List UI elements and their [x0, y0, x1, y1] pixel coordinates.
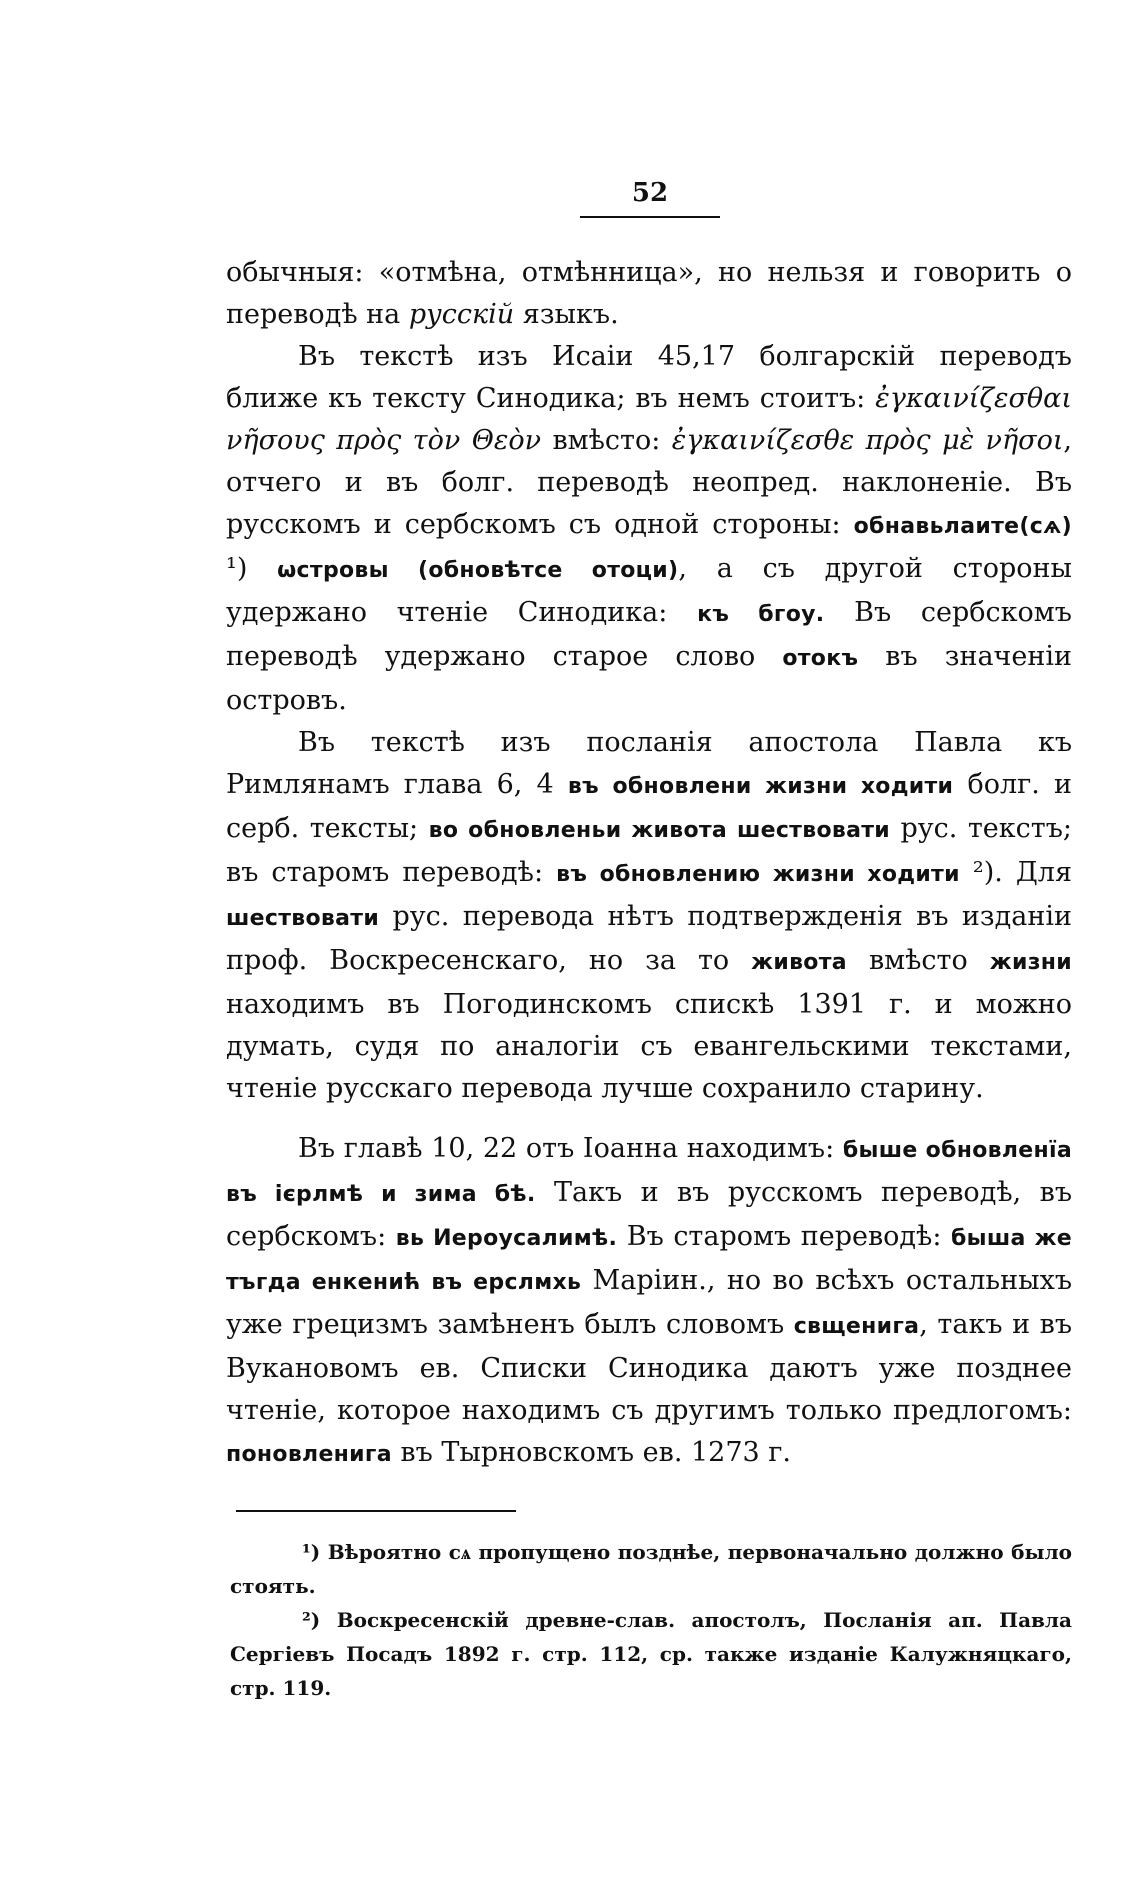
- paragraph-3-segment: , такъ и въ Вукановомъ ев. Списки Синодика даютъ уже позднее чтеніе, которое находимъ съ другимъ только предлогомъ:: [226, 1309, 1073, 1426]
- footnote-2-text: Воскресенскій древне-слав. апостолъ, Посланія ап. Павла Сергіевъ Посадъ 1892 г. стр. 112, ср. также изданіе Калужняцкаго, стр. 119.: [230, 1608, 1072, 1700]
- paragraph-2-segment: рус. перевода нѣтъ подтвержденія въ изданіи проф. Воскресенскаго, но за то: [226, 901, 1072, 976]
- paragraph-2-segment: въ обновлени жизни ходити: [567, 774, 954, 799]
- paragraph-1-segment: въ значеніи островъ.: [226, 641, 1072, 716]
- paragraph-3-segment: свщенига: [793, 1314, 920, 1339]
- paragraph-1-segment: обнавьлаите(сѧ): [853, 514, 1072, 539]
- footnote-1-mark: ¹): [302, 1540, 321, 1564]
- paragraph-3: [226, 1128, 1072, 1476]
- paragraph-3-segment: въ Тырновскомъ ев. 1273 г.: [391, 1437, 792, 1468]
- footnote-2: [230, 1603, 1072, 1705]
- body-text: [226, 252, 1072, 1476]
- paragraph-2-segment: Въ текстѣ изъ посланія апостола Павла къ Римлянамъ глава 6, 4: [226, 727, 1072, 800]
- paragraph-1-segment: , а съ другой стороны удержано чтеніе Синодика:: [226, 553, 1072, 628]
- paragraph-3-segment: Маріин., но во всѣхъ остальныхъ уже грецизмъ замѣненъ былъ словомъ: [226, 1265, 1072, 1340]
- paragraph-0: [226, 252, 1072, 336]
- paragraph-2: [226, 722, 1072, 1110]
- paragraph-0-segment: обычныя: «отмѣна, отмѣнница», но нельзя и говорить о переводѣ на: [226, 257, 1072, 330]
- footnote-1-text: Вѣроятно сѧ пропущено позднѣе, первоначально должно было стоять.: [230, 1540, 1073, 1598]
- paragraph-2-segment: живота: [751, 950, 847, 975]
- paragraph-0-segment: русскій: [408, 299, 515, 330]
- paragraph-2-segment: жизни: [989, 950, 1072, 975]
- footnote-rule: [236, 1510, 516, 1512]
- paragraph-2-segment: вмѣсто: [846, 945, 990, 976]
- paragraph-1-segment: ἐγκαινίζεσθαι νῆσους πρὸς τὸν Θεὸν: [226, 383, 1072, 456]
- paragraph-2-segment: ²). Для: [959, 857, 1072, 888]
- paragraph-2-segment: болг. и серб. тексты;: [226, 769, 1072, 844]
- paragraph-1-segment: ἐγκαινίζεσθε πρὸς μὲ νῆσοι: [671, 425, 1064, 456]
- paragraph-2-segment: шествовати: [226, 906, 380, 931]
- paragraph-3-segment: быше обновленїа въ ієрлмѣ и зима бѣ.: [226, 1138, 1072, 1207]
- paragraph-1-segment: къ бгоу.: [697, 602, 825, 627]
- paragraph-1: [226, 336, 1072, 722]
- paragraph-2-segment: находимъ въ Погодинскомъ спискѣ 1391 г. и можно думать, судя по аналогіи съ евангельскими текстами, чтеніе русскаго перевода лучше сохранило старину.: [226, 989, 1072, 1104]
- paragraph-3-segment: Въ старомъ переводѣ:: [617, 1221, 951, 1252]
- footnote-2-mark: ²): [302, 1608, 321, 1632]
- page-number: 52: [631, 178, 669, 208]
- paragraph-1-segment: , отчего и въ болг. переводѣ неопред. наклоненіе. Въ русскомъ и сербскомъ съ одной стороны:: [226, 425, 1073, 540]
- paragraph-1-segment: ¹): [226, 553, 278, 584]
- paragraph-1-segment: Въ текстѣ изъ Исаіи 45,17 болгарскій переводъ ближе къ тексту Синодика; въ немъ стоитъ:: [226, 341, 1072, 414]
- paragraph-3-segment: Такъ и въ русскомъ переводѣ, въ сербскомъ:: [226, 1177, 1073, 1252]
- footnote-1: [230, 1535, 1072, 1603]
- paragraph-1-segment: отокъ: [782, 646, 859, 671]
- header-rule: [580, 216, 720, 218]
- footnotes: [230, 1535, 1072, 1705]
- paragraph-1-segment: вмѣсто:: [541, 425, 672, 456]
- paragraph-3-segment: Въ главѣ 10, 22 отъ Іоанна находимъ:: [298, 1133, 843, 1164]
- paragraph-3-segment: поновленига: [226, 1442, 392, 1467]
- paragraph-2-segment: рус. текстъ; въ старомъ переводѣ:: [226, 813, 1072, 888]
- paragraph-1-segment: Въ сербскомъ переводѣ удержано старое слово: [226, 597, 1072, 672]
- paragraph-0-segment: языкъ.: [514, 299, 619, 330]
- paragraph-3-segment: быша же тъгда енкенић въ ерслмхь: [226, 1226, 1073, 1295]
- paragraph-1-segment: ѡстровы (обновѣтсе отоци): [277, 558, 679, 583]
- paragraph-3-segment: вь Иероусалимѣ.: [395, 1226, 618, 1251]
- paragraph-2-segment: въ обновлению жизни ходити: [556, 862, 960, 887]
- paragraph-2-segment: во обновленьи живота шествовати: [428, 818, 890, 843]
